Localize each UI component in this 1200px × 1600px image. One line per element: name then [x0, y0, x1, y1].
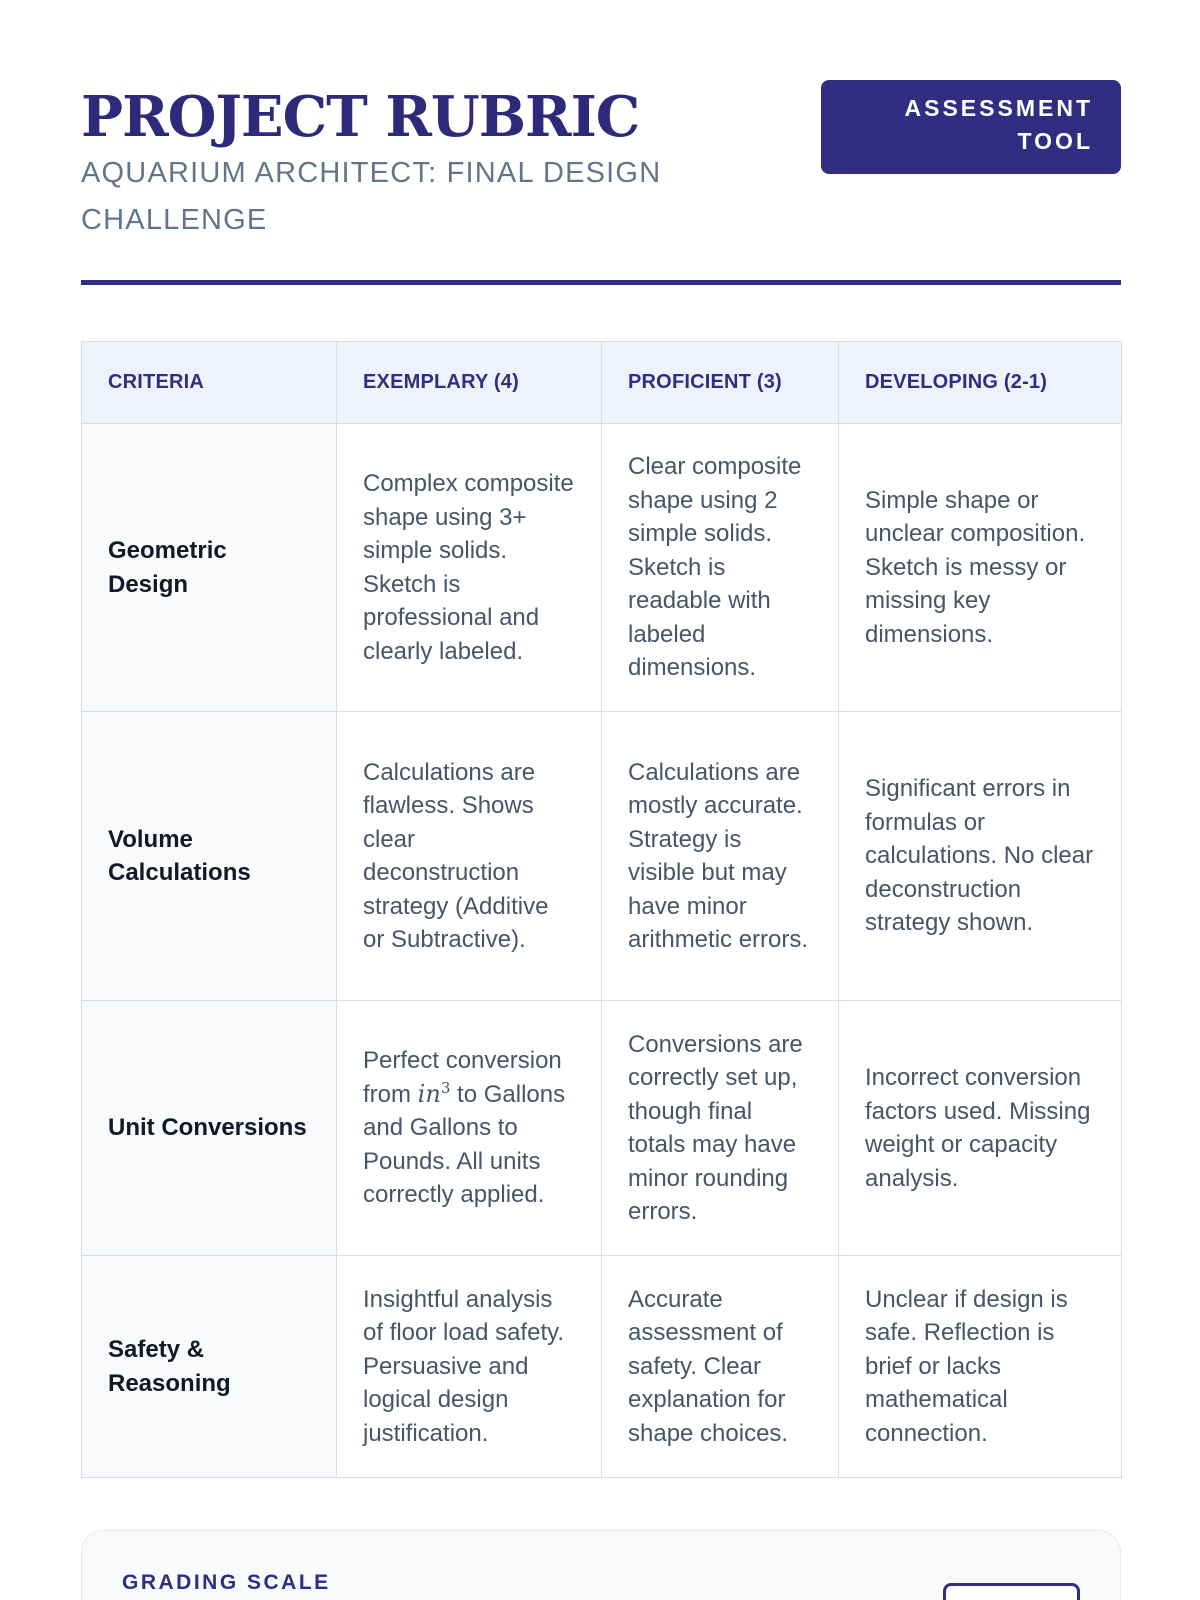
header-developing: DEVELOPING (2-1) — [839, 342, 1122, 424]
math-unit: in — [417, 1079, 441, 1108]
math-exponent: 3 — [440, 1078, 451, 1097]
criterion-cell: Volume Calculations — [82, 712, 337, 1001]
proficient-cell: Conversions are correctly set up, though final totals may have minor rounding errors. — [602, 1001, 839, 1256]
cubic-inches-math — [418, 1080, 451, 1108]
developing-cell: Unclear if design is safe. Reflection is brief or lacks mathematical connection. — [839, 1256, 1122, 1478]
proficient-cell: Clear composite shape using 2 simple solids. Sketch is readable with labeled dimensions. — [602, 424, 839, 712]
grading-scale-panel — [81, 1530, 1121, 1600]
proficient-cell: Calculations are mostly accurate. Strategy is visible but may have minor arithmetic errors. — [602, 712, 839, 1001]
developing-cell: Significant errors in formulas or calculations. No clear deconstruction strategy shown. — [839, 712, 1122, 1001]
header-divider — [81, 280, 1121, 285]
criterion-cell: Unit Conversions — [82, 1001, 337, 1256]
page-header — [81, 80, 1121, 286]
rubric-table — [81, 341, 1122, 1478]
exemplary-text-before: Perfect conversion from — [363, 1047, 562, 1108]
header-criteria: CRITERIA — [82, 342, 337, 424]
exemplary-cell — [337, 1001, 602, 1256]
table-row — [82, 424, 1122, 712]
header-proficient: PROFICIENT (3) — [602, 342, 839, 424]
table-row — [82, 1001, 1122, 1256]
table-row — [82, 712, 1122, 1001]
criterion-cell: Safety & Reasoning — [82, 1256, 337, 1478]
grading-score-box — [943, 1583, 1080, 1600]
exemplary-cell: Calculations are flawless. Shows clear deconstruction strategy (Additive or Subtractive). — [337, 712, 602, 1001]
page-subtitle: AQUARIUM ARCHITECT: FINAL DESIGN CHALLENGE — [81, 157, 662, 236]
exemplary-text-after: to Gallons and Gallons to Pounds. All units correctly applied. — [363, 1080, 566, 1209]
exemplary-cell: Complex composite shape using 3+ simple solids. Sketch is professional and clearly labeled. — [337, 424, 602, 712]
developing-cell: Incorrect conversion factors used. Missing weight or capacity analysis. — [839, 1001, 1122, 1256]
page-title: PROJECT RUBRIC — [81, 84, 640, 150]
developing-cell: Simple shape or unclear composition. Sketch is messy or missing key dimensions. — [839, 424, 1122, 712]
exemplary-cell: Insightful analysis of floor load safety. Persuasive and logical design justification. — [337, 1256, 602, 1478]
assessment-tool-badge: ASSESSMENT TOOL — [821, 80, 1121, 174]
proficient-cell: Accurate assessment of safety. Clear explanation for shape choices. — [602, 1256, 839, 1478]
table-header-row — [82, 342, 1122, 424]
grading-scale-title: GRADING SCALE — [122, 1571, 331, 1594]
table-row — [82, 1256, 1122, 1478]
criterion-cell: Geometric Design — [82, 424, 337, 712]
header-exemplary: EXEMPLARY (4) — [337, 342, 602, 424]
